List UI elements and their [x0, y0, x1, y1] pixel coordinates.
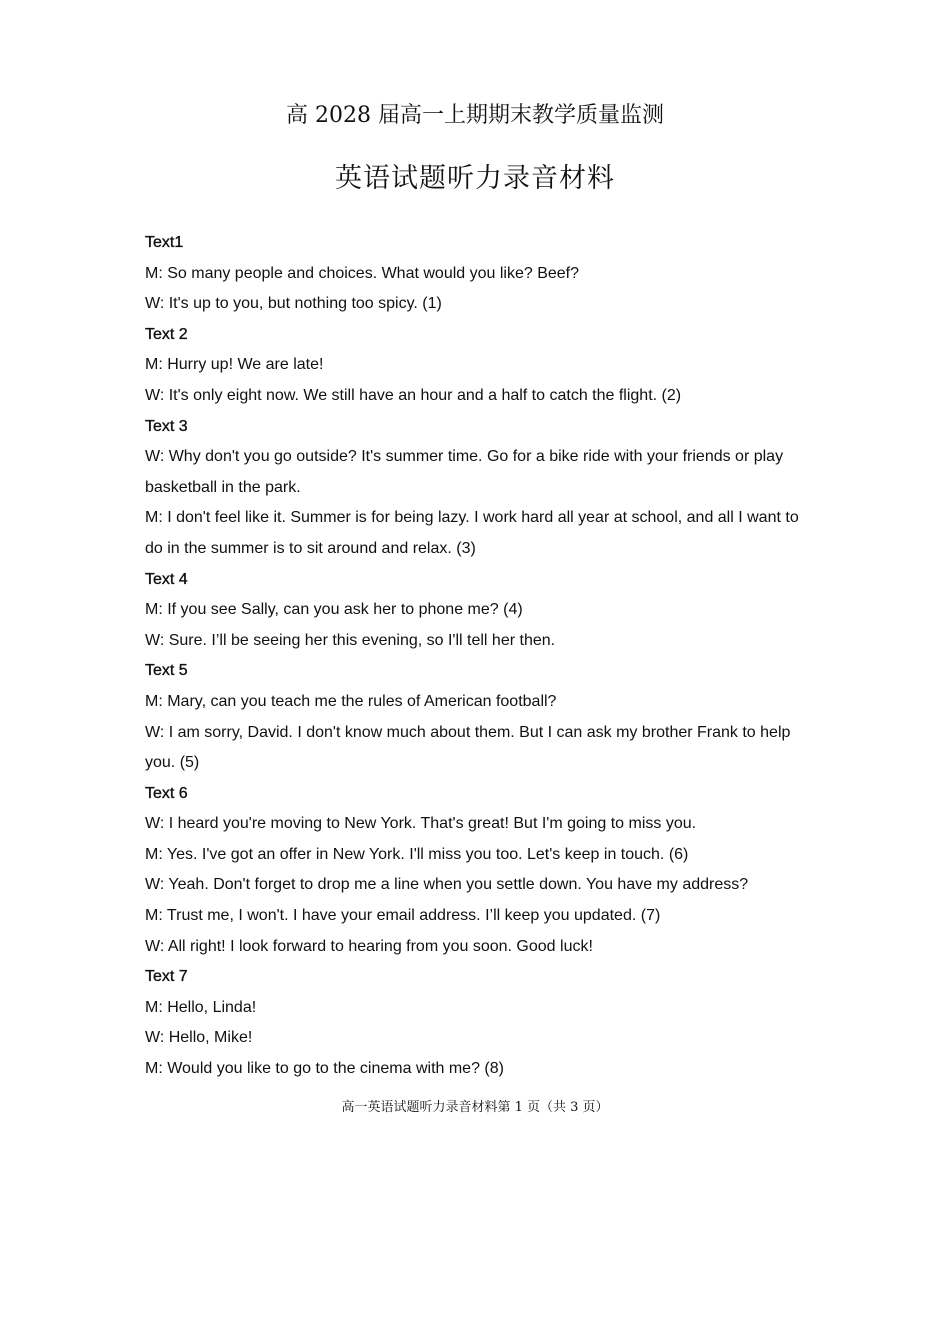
dialogue-line: W: Sure. I’ll be seeing her this evening, so I'll tell her then. — [145, 631, 556, 649]
dialogue-line: M: Hurry up! We are late! — [145, 356, 324, 374]
page-footer: 高一英语试题听力录音材料第 1 页（共 3 页） — [341, 1100, 609, 1115]
text-section — [145, 565, 805, 657]
dialogue-line: M: So many people and choices. What would you like? Beef? — [145, 264, 580, 282]
dialogue-line: M: Mary, can you teach me the rules of American football? — [145, 692, 557, 710]
text-section — [145, 779, 805, 963]
text-section — [145, 656, 805, 778]
text-section — [145, 962, 805, 1084]
dialogue-line: W: Hello, Mike! — [145, 1029, 253, 1047]
dialogue-line: W: Yeah. Don't forget to drop me a line when you settle down. You have my address? — [145, 876, 749, 894]
text-section — [145, 228, 805, 320]
dialogue-line: W: I am sorry, David. I don't know much about them. But I can ask my brother Frank to help you. (5) — [145, 723, 791, 772]
dialogue-line: M: I don't feel like it. Summer is for being lazy. I work hard all year at school, and all I want to do in the summer is to sit around and relax. (3) — [145, 509, 799, 557]
dialogue-line: W: Why don't you go outside? It's summer time. Go for a bike ride with your friends or play basketball in the park. — [145, 448, 784, 496]
section-label: Text 2 — [145, 325, 188, 343]
dialogue-line: W: All right! I look forward to hearing from you soon. Good luck! — [145, 937, 593, 955]
dialogue-line: M: Yes. I've got an offer in New York. I'll miss you too. Let's keep in touch. (6) — [145, 845, 689, 863]
dialogue-line: M: Trust me, I won't. I have your email address. I’ll keep you updated. (7) — [145, 907, 661, 925]
exam-title: 高 2028 届高一上期期末教学质量监测 — [286, 103, 664, 128]
section-label: Text 3 — [145, 417, 188, 435]
dialogue-line: W: It's up to you, but nothing too spicy. (1) — [145, 295, 442, 313]
section-label: Text 4 — [145, 570, 188, 588]
dialogue-line: M: If you see Sally, can you ask her to phone me? (4) — [145, 601, 523, 619]
section-label: Text 5 — [145, 662, 188, 680]
dialogue-line: M: Hello, Linda! — [145, 998, 257, 1016]
section-label: Text 7 — [145, 968, 188, 986]
text-section — [145, 412, 805, 565]
dialogue-line: W: It's only eight now. We still have an hour and a half to catch the flight. (2) — [145, 386, 682, 404]
transcript-body — [145, 228, 805, 1085]
section-label: Text1 — [145, 234, 184, 251]
text-section — [145, 320, 805, 412]
dialogue-line: M: Would you like to go to the cinema with me? (8) — [145, 1060, 504, 1078]
document-title: 英语试题听力录音材料 — [335, 163, 615, 194]
dialogue-line: W: I heard you're moving to New York. That's great! But I'm going to miss you. — [145, 815, 697, 833]
section-label: Text 6 — [145, 784, 188, 802]
